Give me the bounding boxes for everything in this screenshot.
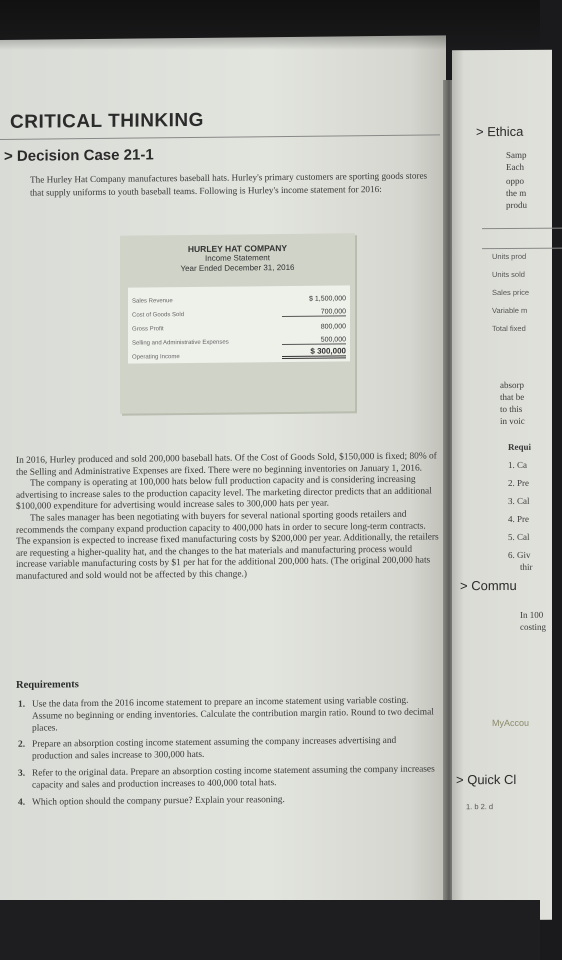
statement-header xyxy=(120,233,355,274)
statement-row xyxy=(128,302,350,318)
req-item: 5. Cal xyxy=(508,531,530,542)
requirement-text: Which option should the company pursue? Explain your reasoning. xyxy=(32,794,285,808)
photo-shadow-bottom xyxy=(0,900,540,960)
row-label: Sales Revenue xyxy=(132,298,173,305)
statement-name: Income Statement xyxy=(205,253,270,263)
statement-row xyxy=(128,344,350,360)
mid-line: in voic xyxy=(500,415,525,427)
case-paragraph: The company is operating at 100,000 hats below full production capacity and is considering increasing advertising to increase sales to the production capacity level. The marketing director predicts that an additional $100,000 expenditure for advertising would increase sales to 300,000 hats per year. xyxy=(16,474,432,513)
row-label: Cost of Goods Sold xyxy=(132,312,185,319)
requirement-number: 4. xyxy=(18,797,26,808)
case-paragraph: In 2016, Hurley produced and sold 200,000 baseball hats. Of the Cost of Goods Sold, $150,000 is fixed; 80% of the Selling and Administrative Expenses are fixed. There were no beginning inventories on January 1, 2016. xyxy=(16,451,437,478)
requirement-text: Refer to the original data. Prepare an absorption costing income statement assuming the company increases capacity and sales and production increases to 400,000 total hats. xyxy=(32,764,435,791)
req-item: 6. Giv xyxy=(508,549,531,560)
requirement-text: Prepare an absorption costing income statement assuming the company increases advertising and production and sales increase to 300,000 hats. xyxy=(32,736,397,762)
mid-line: absorp xyxy=(500,379,524,391)
table-rule xyxy=(482,248,562,249)
requirement-item xyxy=(18,695,438,735)
myaccounting-label: MyAccou xyxy=(492,717,530,729)
row-amount: 700,000 xyxy=(282,308,346,317)
commu-line: costing xyxy=(520,621,546,632)
ethics-line: oppo xyxy=(506,175,524,186)
section-divider xyxy=(0,134,440,140)
quick-check-answers: 1. b 2. d xyxy=(466,802,494,812)
row-amount: $ 300,000 xyxy=(282,346,346,359)
table-label: Total fixed xyxy=(492,323,526,334)
requirement-number: 1. xyxy=(18,699,26,710)
quick-check-heading: > Quick Cl xyxy=(456,771,517,788)
ethics-heading: > Ethica xyxy=(476,123,524,140)
right-page xyxy=(452,50,552,921)
requirement-number: 3. xyxy=(18,768,26,779)
case-paragraph: The sales manager has been negotiating with buyers for several national sporting goods retailers and recommends the company expand production capacity to 400,000 hats in order to secure long-term contracts. The expansion is expected to increase fixed manufacturing costs by $200,000 per year. Additionally, the retailers are requesting a higher-quality hat, and the changes to the hat materials and manufacturing process would increase variable manufacturing costs by $1 per hat for the additional 200,000 hats. (The original 200,000 hats manufactured and sold would not be affected by this change.) xyxy=(16,509,439,582)
row-label: Gross Profit xyxy=(132,326,164,333)
ethics-line: the m xyxy=(506,187,527,198)
statement-rows xyxy=(128,285,350,363)
requirement-number: 2. xyxy=(18,740,26,751)
case-title: > Decision Case 21-1 xyxy=(4,146,154,165)
case-intro: The Hurley Hat Company manufactures baseball hats. Hurley's primary customers are sporting goods stores that supply uniforms to youth baseball teams. Following is Hurley's income statement for 2016: xyxy=(30,170,428,198)
table-label: Units prod xyxy=(492,251,527,262)
case-body xyxy=(16,451,441,583)
row-amount: 800,000 xyxy=(320,323,346,331)
commu-heading: > Commu xyxy=(460,577,517,594)
ethics-line: Samp xyxy=(506,149,527,160)
photo-shadow-top xyxy=(0,0,540,50)
table-label: Units sold xyxy=(492,269,525,280)
book-pages xyxy=(0,40,546,920)
mid-line: that be xyxy=(500,391,525,403)
row-amount: 500,000 xyxy=(282,336,346,345)
section-title: CRITICAL THINKING xyxy=(10,109,204,133)
req-item: 1. Ca xyxy=(508,459,527,470)
requirements-title: Requirements xyxy=(16,679,79,691)
requirement-item xyxy=(18,764,438,792)
commu-line: In 100 xyxy=(520,609,544,620)
row-label: Selling and Administrative Expenses xyxy=(132,339,229,347)
req-heading: Requi xyxy=(508,441,532,452)
ethics-line: Each xyxy=(506,161,524,172)
row-label: Operating Income xyxy=(132,354,180,361)
req-item: 4. Pre xyxy=(508,513,529,524)
statement-company: HURLEY HAT COMPANY xyxy=(187,242,288,255)
statement-row xyxy=(128,288,350,304)
table-rule xyxy=(482,228,562,229)
requirement-item xyxy=(18,736,438,764)
ethics-line: produ xyxy=(506,199,527,210)
req-item: thir xyxy=(520,561,533,572)
income-statement xyxy=(120,233,355,413)
statement-row xyxy=(128,316,350,332)
requirement-item xyxy=(18,793,438,809)
statement-row xyxy=(128,330,350,346)
requirements-list xyxy=(18,695,438,814)
requirement-text: Use the data from the 2016 income statement to prepare an income statement using variable costing. Assume no beginning or ending inventories. Calculate the contribution margin ratio. Round to two decimal places. xyxy=(32,695,434,734)
statement-period: Year Ended December 31, 2016 xyxy=(180,262,295,274)
table-label: Variable m xyxy=(492,305,528,316)
row-amount: $ 1,500,000 xyxy=(309,295,346,303)
req-item: 2. Pre xyxy=(508,477,529,488)
left-page xyxy=(0,35,446,920)
req-item: 3. Cal xyxy=(508,495,530,506)
table-label: Sales price xyxy=(492,287,530,298)
mid-line: to this xyxy=(500,403,523,415)
